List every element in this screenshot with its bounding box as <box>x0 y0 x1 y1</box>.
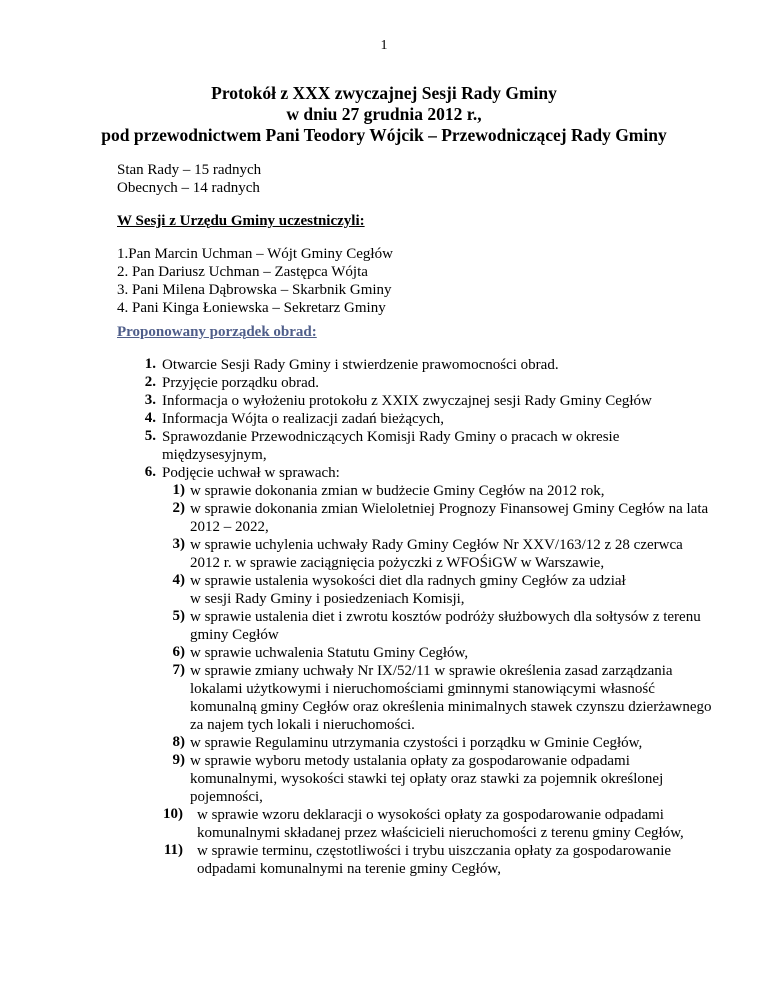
resolution-item-text: w sprawie dokonania zmian Wieloletniej Prognozy Finansowej Gminy Cegłów na lata <box>190 501 709 517</box>
resolution-item-text: komunalnymi składanej przez właścicieli nieruchomości z terenu gminy Cegłów, <box>197 825 684 841</box>
resolution-item-number: 3) <box>172 536 185 552</box>
agenda-item-number: 3. <box>144 392 156 408</box>
resolution-item-number: 5) <box>172 608 185 624</box>
resolution-item-text: lokalami użytkowymi i nieruchomościami gminnymi stanowiącymi własność <box>190 681 655 697</box>
agenda-item-text: międzysesyjnym, <box>162 447 267 463</box>
agenda-item-number: 1. <box>144 356 156 372</box>
resolution-item-number: 4) <box>172 572 185 588</box>
resolution-item-number: 1) <box>172 482 185 498</box>
participant-item: 4. Pani Kinga Łoniewska – Sekretarz Gminy <box>117 300 386 316</box>
resolution-item-text: w sprawie Regulaminu utrzymania czystości i porządku w Gminie Cegłów, <box>190 735 643 751</box>
resolution-item-text: w sprawie terminu, częstotliwości i trybu uiszczania opłaty za gospodarowanie <box>197 843 672 859</box>
resolution-item-text: w sprawie ustalenia wysokości diet dla radnych gminy Cegłów za udział <box>190 573 626 589</box>
title-line-2: w dniu 27 grudnia 2012 r., <box>286 104 482 124</box>
resolution-item-text: w sesji Rady Gminy i posiedzeniach Komisji, <box>190 591 465 607</box>
agenda-item-text: Informacja o wyłożeniu protokołu z XXIX zwyczajnej sesji Rady Gminy Cegłów <box>162 393 652 409</box>
page-number: 1 <box>380 38 388 53</box>
resolution-item-number: 9) <box>172 752 185 768</box>
resolution-item-number: 7) <box>172 662 185 678</box>
resolution-item-number: 11) <box>163 842 183 858</box>
agenda-item-text: Podjęcie uchwał w sprawach: <box>162 465 340 481</box>
resolution-item-text: w sprawie ustalenia diet i zwrotu kosztów podróży służbowych dla sołtysów z terenu <box>190 609 701 625</box>
participant-item: 2. Pan Dariusz Uchman – Zastępca Wójta <box>117 264 368 280</box>
resolution-item-text: 2012 r. w sprawie zaciągnięcia pożyczki z WFOŚiGW w Warszawie, <box>190 555 605 571</box>
council-size: Stan Rady – 15 radnych <box>117 162 262 178</box>
resolution-item-text: w sprawie zmiany uchwały Nr IX/52/11 w sprawie określenia zasad zarządzania <box>190 663 673 679</box>
resolution-item-text: pojemności, <box>190 789 263 805</box>
resolution-item-number: 2) <box>172 500 185 516</box>
document-title <box>0 83 768 146</box>
agenda-item-number: 2. <box>144 374 156 390</box>
resolution-item-text: 2012 – 2022, <box>190 519 269 535</box>
title-line-1: Protokół z XXX zwyczajnej Sesji Rady Gminy <box>211 83 557 103</box>
resolution-item-number: 8) <box>172 734 185 750</box>
resolution-item-text: w sprawie dokonania zmian w budżecie Gminy Cegłów na 2012 rok, <box>190 483 605 499</box>
agenda-heading: Proponowany porządek obrad: <box>117 324 317 340</box>
resolution-item-number: 10) <box>163 806 183 822</box>
agenda-item-number: 5. <box>144 428 156 444</box>
office-heading: W Sesji z Urzędu Gminy uczestniczyli: <box>117 213 365 229</box>
participant-item: 3. Pani Milena Dąbrowska – Skarbnik Gminy <box>117 282 392 298</box>
agenda-item-text: Otwarcie Sesji Rady Gminy i stwierdzenie prawomocności obrad. <box>162 357 559 373</box>
resolution-item-text: w sprawie wzoru deklaracji o wysokości opłaty za gospodarowanie odpadami <box>197 807 664 823</box>
council-present: Obecnych – 14 radnych <box>117 180 260 196</box>
resolution-item-text: komunalną gminy Cegłów oraz określenia minimalnych stawek czynszu dzierżawnego <box>190 699 712 715</box>
resolution-item-text: w sprawie uchwalenia Statutu Gminy Cegłów, <box>190 645 469 661</box>
agenda-item-text: Przyjęcie porządku obrad. <box>162 375 320 391</box>
resolution-item-text: w sprawie wyboru metody ustalania opłaty za gospodarowanie odpadami <box>190 753 630 769</box>
resolution-item-text: komunalnymi, wysokości stawki tej opłaty oraz stawki za pojemnik określonej <box>190 771 664 787</box>
agenda-item-text: Sprawozdanie Przewodniczących Komisji Rady Gminy o pracach w okresie <box>162 429 620 445</box>
resolution-item-text: za najem tych lokali i nieruchomości. <box>190 717 415 733</box>
resolution-item-number: 6) <box>172 644 185 660</box>
resolution-item-text: w sprawie uchylenia uchwały Rady Gminy Cegłów Nr XXV/163/12 z 28 czerwca <box>190 537 683 553</box>
agenda-item-text: Informacja Wójta o realizacji zadań bieżących, <box>162 411 445 427</box>
agenda-item-number: 4. <box>144 410 156 426</box>
title-line-3: pod przewodnictwem Pani Teodory Wójcik – Przewodniczącej Rady Gminy <box>101 125 667 145</box>
resolution-item-text: odpadami komunalnymi na terenie gminy Cegłów, <box>197 861 501 877</box>
participant-item: 1.Pan Marcin Uchman – Wójt Gminy Cegłów <box>117 246 393 262</box>
resolution-item-text: gminy Cegłów <box>190 627 279 643</box>
agenda-item-number: 6. <box>144 464 156 480</box>
